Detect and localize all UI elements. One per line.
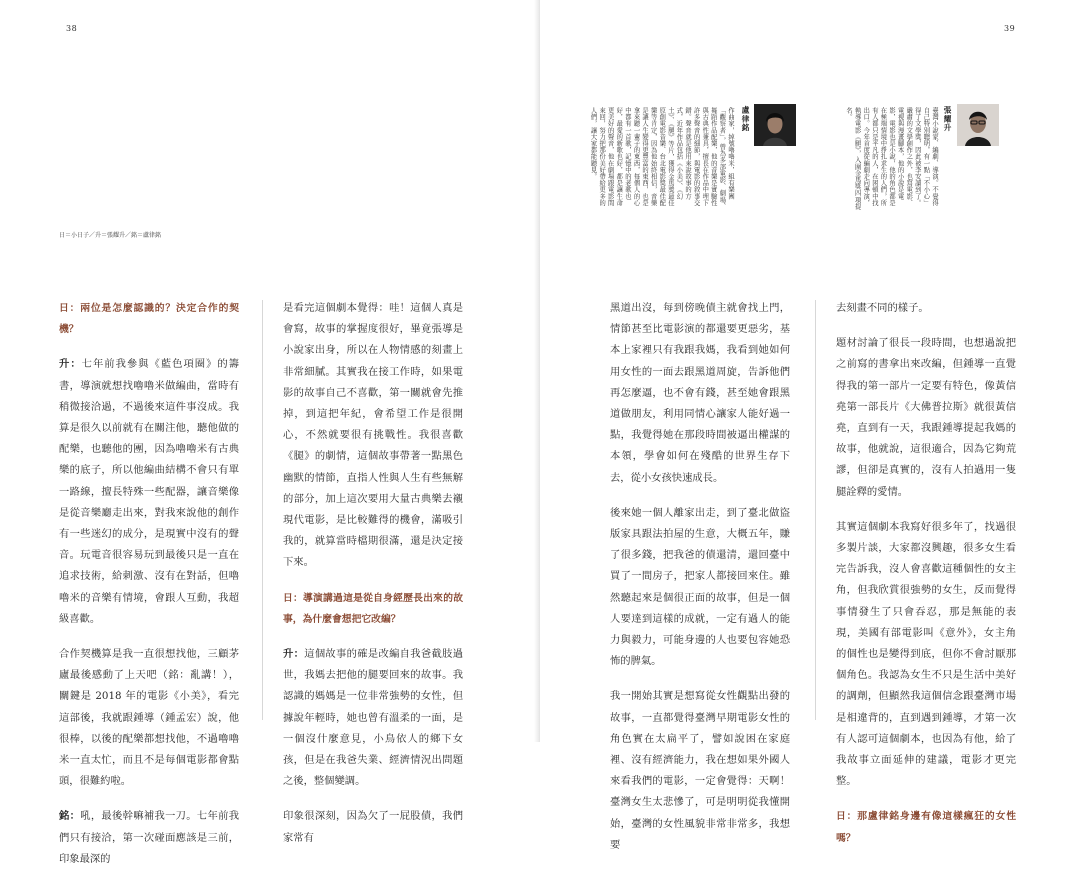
speaker-label: 升： — [59, 358, 82, 371]
page-number-right: 39 — [1004, 24, 1016, 33]
interview-question: 日：導演講過這是從自身經歷長出來的故事，為什麼會想把它改編？ — [283, 592, 463, 625]
body-paragraph: 我一開始其實是想寫從女性觀點出發的故事，一直都覺得臺灣早期電影女性的角色實在太扁平了，譬如說困在家庭裡、沒有經濟能力，我在想如果外國人來看我們的電影，一定會覺得：天啊！臺灣女生太悲慘了，可是明明從我懂開始，臺灣的女性風貌非常非常多，我想要 — [610, 690, 790, 851]
text-column-right-1 — [610, 298, 790, 851]
body-paragraph: 後來她一個人離家出走，到了臺北做盜版家具跟法拍屋的生意，大概五年，賺了很多錢，把我爸的債還清，還回臺中買了一間房子，把家人都接回來住。雖然聽起來是個很正面的故事，但是一個人要達到這樣的成就，一定有過人的能力與毅力，可能身邊的人也要包容她恐怖的脾氣。 — [610, 506, 790, 668]
text-column-right-2 — [836, 298, 1016, 844]
body-paragraph: 合作契機算是我一直很想找他，三顧茅廬最後感動了上天吧（銘：亂講！），關鍵是 2018 年的電影《小美》，看完這部後，我就跟鍾導（鍾孟宏）說，他很棒，以後的配樂都想找他，不過嚕嚕米一直太忙，而且不是每個電影都會點頭，很難約啦。 — [59, 648, 239, 788]
column-divider — [262, 300, 263, 720]
profile-name: 盧律銘 — [741, 106, 750, 132]
page-number-left: 38 — [66, 24, 78, 33]
interview-answer — [59, 354, 239, 630]
column-divider — [815, 300, 816, 720]
interview-answer — [283, 644, 463, 792]
right-page — [540, 0, 1080, 851]
profile-zhang-yao-sheng — [820, 104, 1020, 214]
text-column-left-2 — [283, 298, 464, 844]
interview-answer — [59, 806, 239, 870]
interview-question: 日：兩位是怎麼認識的？決定合作的契機？ — [59, 303, 239, 336]
profile-bio: 作曲家，綽號嚕嚕米，組有樂團「觀察者」，曾為多部電影、劇場、舞蹈作品配樂，他的音樂是實驗性與古典性兼具，擅長在作品中埋下許多聲音的細節，與電影的敘事交錯。聲音就是他用來說故事的方式，近年作品包括《小美》、《幻土》、《腿》等片，獲得金馬獎最佳原創電影音樂、台北電影獎最佳配樂等肯定，因為他始終相信，音樂是讓人生變得更豐富的東西，也是拿來聽一輩子的東西，每個人的心中都有一首歌，記憶中的老歌也好，最愛的新歌也好，都是讓生命更美好的聲音，他在劇場跟電影間來回，努力把那份美好帶給更多的人們，讓大家都能聽見。 — [589, 107, 734, 210]
answer-text: 吼，最後幹嘛補我一刀。七年前我們只有接洽，第一次碰面應該是三前，印象最深的 — [59, 810, 240, 865]
left-page — [0, 0, 540, 865]
speaker-label: 升： — [283, 648, 305, 661]
body-paragraph: 是看完這個劇本覺得：哇！這個人真是會寫，故事的掌握度很好，畢竟張導是小說家出身，所以在人物情感的刻畫上非常細膩。其實我在接工作時，如果電影的故事自己不喜歡，第一關就會先推掉，到這把年紀，會希望工作是很開心，不然就要很有挑戰性。我很喜歡《腿》的劇情，這個故事帶著一點黑色幽默的情節，直指人性與人生有些無解的部分，加上這次要用大量古典樂去襯現代電影，是比較難得的機會，滿吸引我的，就算當時檔期很滿，還是決定接下來。 — [283, 302, 463, 569]
answer-text: 這個故事的確是改編自我爸截肢過世，我媽去把他的腿要回來的故事。我認識的媽媽是一位非常強勢的女性，但據說年輕時，她也曾有溫柔的一面，是一個沒什麼意見，小鳥依人的鄉下女孩，但是在我爸失業、經濟情況出問題之後，整個變調。 — [283, 648, 464, 788]
profile-bio: 臺灣小說家、編劇、導演。不覺得自己特別聰明，有一點「不小心」得了文學獎，因此被李安讀到了。嚴肅的文學創作之外，也寫電影、電視與漫畫腳本，他的小說是電影，電影也是小說，他的角色都是在極端情境中掙扎求生的人們，所有人都只是平凡的人，在困頓中找出口。今年首度從編劇走向導演，執導電影《腿》，入圍金馬獎四項提名。 — [845, 107, 938, 210]
body-paragraph: 黑道出沒，每到傍晚債主就會找上門，情節甚至比電影演的都還要更惡劣，基本上家裡只有我跟我媽，我看到她如何用女性的一面去跟黑道周旋，告訴他們再怎麼逼，也不會有錢，甚至她會跟黑道做朋友，利用同情心讓家人能好過一點，我覺得她在那段時間被逼出權謀的本領，學會如何在殘酷的世界生存下去，從小女孩快速成長。 — [610, 302, 790, 484]
profile-lu-lu-ming — [589, 104, 804, 214]
body-paragraph: 題材討論了很長一段時間，也想過說把之前寫的書拿出來改編，但鍾導一直覺得我的第一部片一定要有特色，像黃信堯第一部長片《大佛普拉斯》就很黃信堯，直到有一天，我跟鍾導提起我媽的故事，他就說，這很適合，因為它夠荒謬，但卻是真實的，沒有人拍過用一隻腿詮釋的愛情。 — [836, 337, 1016, 498]
speaker-credit: 日＝小日子／升＝張耀升／銘＝盧律銘 — [59, 232, 162, 239]
body-paragraph: 印象很深刻，因為欠了一屁股債，我們家常有 — [283, 810, 463, 844]
body-paragraph: 去刻畫不同的樣子。 — [836, 302, 929, 314]
portrait-zhang-yao-sheng — [957, 104, 999, 146]
answer-text: 七年前我參與《藍色項圈》的籌書，導演就想找嚕嚕米做編曲，當時有稍微接洽過，不過後來這件事沒成。我算是很久以前就有在關注他，聽他做的配樂，也聽他的團，因為嚕嚕米有古典樂的底子，所以他編曲結構不會只有單一路線，擅長特殊一些配器，讓音樂像是從音樂廳走出來，對我來說他的創作有一些迷幻的成分，是現實中沒有的聲音。玩電音很容易玩到最後只是一直在追求技術，給刺激、沒有在對話，但嚕嚕米的音樂有情境，會跟人互動，我超級喜歡。 — [59, 358, 240, 625]
interview-question: 日：那盧律銘身邊有像這樣瘋狂的女性嗎？ — [836, 811, 1016, 844]
text-column-left-1 — [59, 298, 240, 865]
profile-name: 張耀升 — [943, 106, 952, 132]
speaker-label: 銘： — [59, 810, 81, 823]
portrait-lu-lu-ming — [754, 104, 796, 146]
body-paragraph: 其實這個劇本我寫好很多年了，找過很多製片談，大家都沒興趣，很多女生看完告訴我，沒人會喜歡這種個性的女主角，但我欣賞很強勢的女生，反而覺得事情發生了只會吞忍，那是無能的表現，美國有部電影叫《意外》，女主角的個性也是變得到底，但你不會討厭那個角色。我認為女生不只是生活中美好的調劑，但顯然我這個信念跟臺灣市場是相違背的，直到遇到鍾導，才第一次有人認可這個劇本，也因為有他，給了我故事立面延伸的建議，電影才更完整。 — [836, 520, 1016, 788]
